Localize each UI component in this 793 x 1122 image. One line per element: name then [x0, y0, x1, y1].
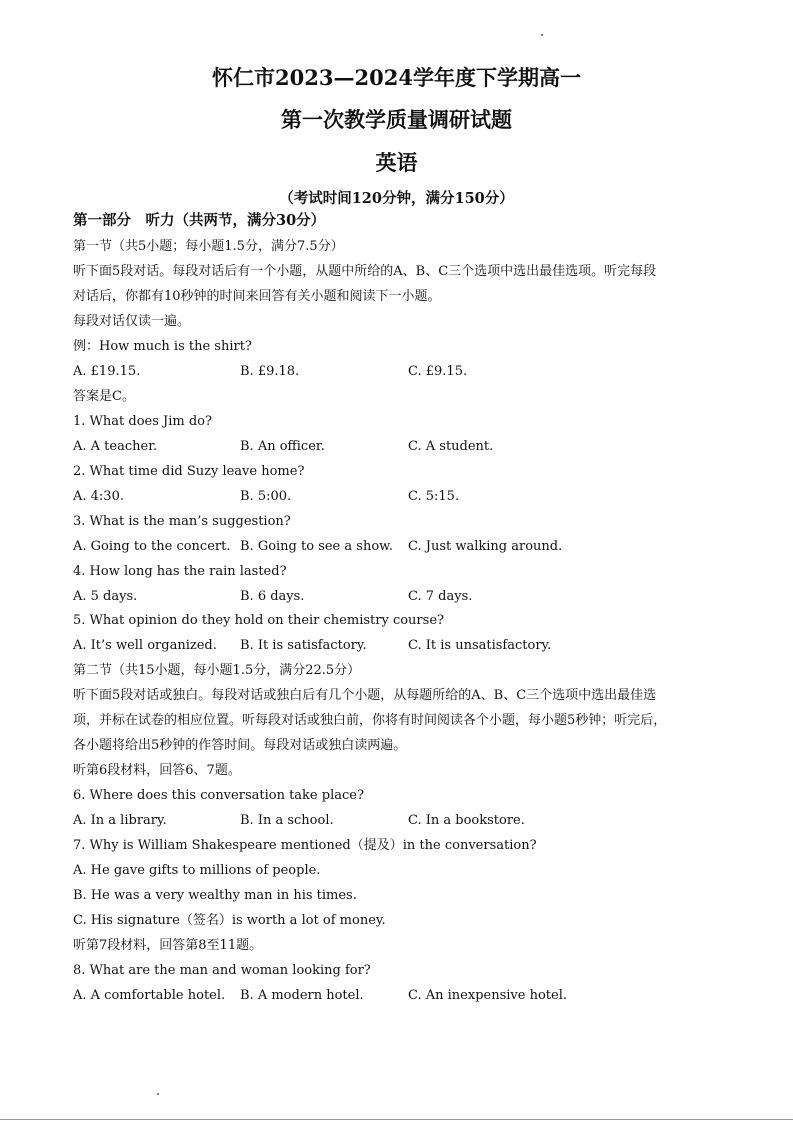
option-a: A. Going to the concert. [73, 539, 231, 554]
section2-instruction-2: 项，并标在试卷的相应位置。听每段对话或独白前，你将有时间阅读各个小题，每小题5秒钟；听完后， [73, 713, 667, 728]
question-4: 4. How long has the rain lasted? [73, 564, 287, 579]
option-b: B. £9.18. [240, 364, 300, 379]
question-7-option-b: B. He was a very wealthy man in his times. [73, 888, 357, 903]
option-b: B. It is satisfactory. [240, 638, 367, 653]
option-b: B. 5:00. [240, 489, 292, 504]
question-7: 7. Why is William Shakespeare mentioned（提及）in the conversation? [73, 838, 537, 853]
option-c: C. Just walking around. [408, 539, 563, 554]
subject-title: 英语 [375, 150, 418, 175]
option-c: C. £9.15. [408, 364, 468, 379]
scan-dot [541, 34, 543, 36]
example-answer: 答案是C。 [73, 389, 135, 404]
question-8: 8. What are the man and woman looking for? [73, 963, 371, 978]
material-7-note: 听第7段材料，回答第8至11题。 [73, 938, 263, 953]
option-b: B. 6 days. [240, 589, 305, 604]
option-c: C. 5:15. [408, 489, 460, 504]
option-c: C. 7 days. [408, 589, 473, 604]
section2-instruction-3: 各小题将给出5秒钟的作答时间。每段对话或独白读两遍。 [73, 738, 407, 753]
option-c: C. An inexpensive hotel. [408, 988, 567, 1003]
option-a: A. 5 days. [73, 589, 138, 604]
option-a: A. It’s well organized. [73, 638, 217, 653]
question-2: 2. What time did Suzy leave home? [73, 464, 305, 479]
option-c: C. A student. [408, 439, 494, 454]
material-6-note: 听第6段材料，回答6、7题。 [73, 763, 241, 778]
option-a: A. 4:30. [73, 489, 124, 504]
question-7-option-a: A. He gave gifts to millions of people. [73, 863, 321, 878]
section1-instruction-1: 听下面5段对话。每段对话后有一个小题，从题中所给的A、B、C三个选项中选出最佳选项。听完每段 [73, 264, 657, 279]
page-bottom-rule [0, 1119, 793, 1120]
title-line2: 第一次教学质量调研试题 [281, 107, 512, 132]
option-b: B. Going to see a show. [240, 539, 393, 554]
question-7-option-c: C. His signature（签名）is worth a lot of money. [73, 913, 386, 928]
section1-heading: 第一节（共5小题；每小题1.5分，满分7.5分） [73, 239, 344, 254]
option-a: A. In a library. [73, 813, 167, 828]
section2-heading: 第二节（共15小题，每小题1.5分，满分22.5分） [73, 663, 361, 678]
option-a: A. A comfortable hotel. [73, 988, 226, 1003]
title-line1: 怀仁市2023—2024学年度下学期高一 [212, 65, 581, 90]
question-1: 1. What does Jim do? [73, 414, 212, 429]
section2-instruction-1: 听下面5段对话或独白。每段对话或独白后有几个小题，从每题所给的A、B、C三个选项中选出最佳选 [73, 688, 657, 703]
option-a: A. £19.15. [73, 364, 141, 379]
option-b: B. An officer. [240, 439, 325, 454]
option-a: A. A teacher. [73, 439, 158, 454]
part1-heading: 第一部分 听力（共两节，满分30分） [73, 212, 326, 229]
question-3: 3. What is the man’s suggestion? [73, 514, 291, 529]
question-6: 6. Where does this conversation take place? [73, 788, 364, 803]
scan-dot [157, 1093, 159, 1095]
section1-instruction-2: 对话后，你都有10秒钟的时间来回答有关小题和阅读下一小题。 [73, 289, 441, 304]
option-b: B. A modern hotel. [240, 988, 364, 1003]
option-b: B. In a school. [240, 813, 334, 828]
option-c: C. It is unsatisfactory. [408, 638, 552, 653]
option-c: C. In a bookstore. [408, 813, 525, 828]
section1-instruction-3: 每段对话仅读一遍。 [73, 314, 191, 329]
example-question: 例：How much is the shirt? [73, 339, 252, 354]
exam-time: （考试时间120分钟，满分150分） [279, 190, 514, 207]
question-5: 5. What opinion do they hold on their chemistry course? [73, 613, 444, 628]
